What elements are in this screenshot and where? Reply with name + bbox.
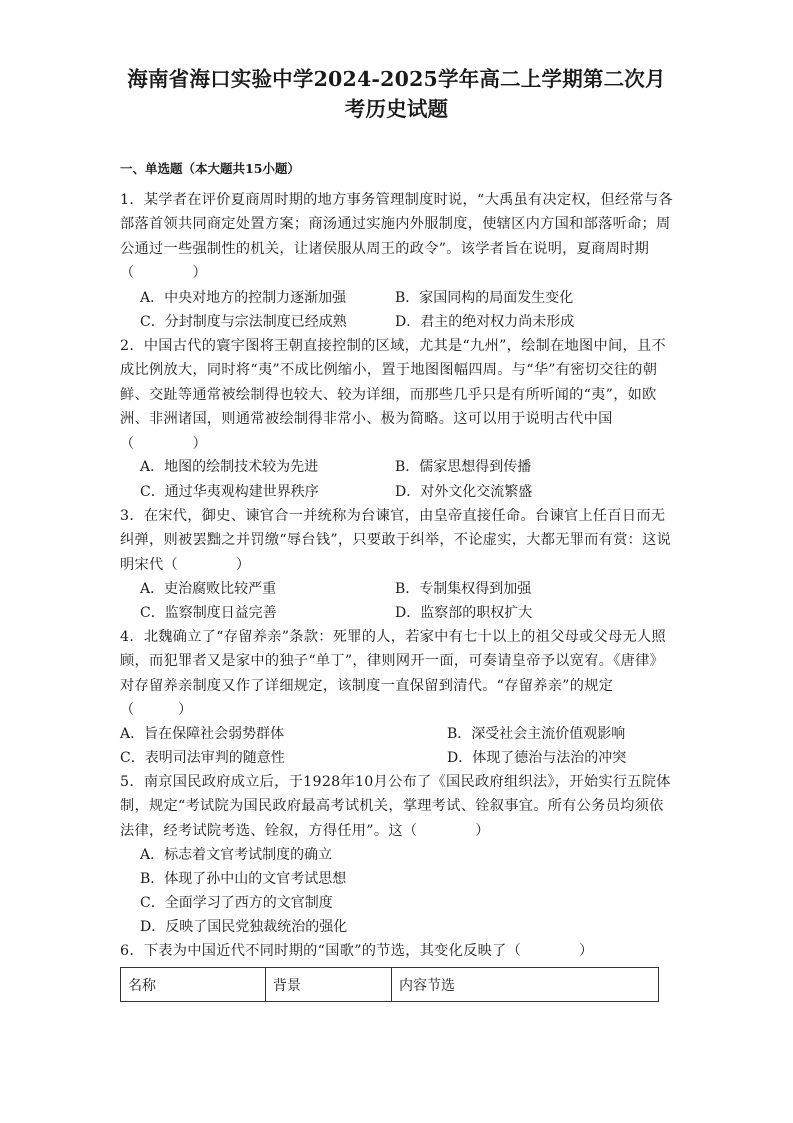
question-4-stem: 4．北魏确立了“存留养亲”条款：死罪的人，若家中有七十以上的祖父母或父母无人照顾，而犯罪者又是家中的独子“单丁”，律则网开一面，可奏请皇帝予以宽宥。《唐律》对存留养亲制度又作了详细规定，该制度一直保留到清代。“存留养亲”的规定（ ） xyxy=(120,629,666,719)
question-2-stem: 2．中国古代的寰宇图将王朝直接控制的区域，尤其是“九州”，绘制在地图中间，且不成比例放大，同时将“夷”不成比例缩小，置于地图图幅四周。与“华”有密切交往的朝鲜、交趾等通常被绘制得也较大、较为详细，而那些几乎只是有所听闻的“夷”，如欧洲、非洲诸国，则通常被绘制得非常小、极为简略。这可以用于说明古代中国（ ） xyxy=(120,338,666,452)
question-4-option-a[interactable]: A．旨在保障社会弱势群体 xyxy=(120,726,285,742)
question-5-option-d[interactable]: D．反映了国民党独裁统治的强化 xyxy=(140,919,348,935)
page-title xyxy=(100,64,693,124)
question-1-option-b[interactable]: B．家国同构的局面发生变化 xyxy=(395,290,574,306)
title-line-2: 考历史试题 xyxy=(344,97,449,121)
question-5-stem: 5．南京国民政府成立后，于1928年10月公布了《国民政府组织法》，开始实行五院体制，规定“考试院为国民政府最高考试机关，掌理考试、铨叙事宜。所有公务员均须依法律，经考试院考选、铨叙，方得任用”。这（ ） xyxy=(120,774,671,839)
question-2-option-b[interactable]: B．儒家思想得到传播 xyxy=(395,459,532,475)
question-1-option-a[interactable]: A．中央对地方的控制力逐渐加强 xyxy=(140,290,347,306)
table-header-background: 背景 xyxy=(266,968,392,1002)
table-header-row xyxy=(121,968,659,1002)
question-2-option-d[interactable]: D．对外文化交流繁盛 xyxy=(395,484,533,500)
question-3-stem: 3．在宋代，御史、谏官合一并统称为台谏官，由皇帝直接任命。台谏官上任百日而无纠弹，则被罢黜之并罚缴“辱台钱”，只要敢于纠举，不论虚实，大都无罪而有赏：这说明宋代（ ） xyxy=(120,508,672,573)
question-6-stem: 6．下表为中国近代不同时期的“国歌”的节选，其变化反映了（ ） xyxy=(120,943,594,959)
table-header-name: 名称 xyxy=(121,968,266,1002)
title-line-1: 海南省海口实验中学2024-2025学年高二上学期第二次月 xyxy=(127,67,666,91)
question-3-option-a[interactable]: A．吏治腐败比较严重 xyxy=(140,581,277,597)
question-4-option-d[interactable]: D．体现了德治与法治的冲突 xyxy=(447,750,627,766)
question-5-option-a[interactable]: A．标志着文官考试制度的确立 xyxy=(140,847,333,863)
question-6-table xyxy=(120,967,659,1002)
question-4-option-b[interactable]: B．深受社会主流价值观影响 xyxy=(447,726,626,742)
question-2-option-c[interactable]: C．通过华夷观构建世界秩序 xyxy=(140,484,319,500)
question-5-option-b[interactable]: B．体现了孙中山的文官考试思想 xyxy=(140,871,347,887)
question-3-option-d[interactable]: D．监察部的职权扩大 xyxy=(395,605,533,621)
question-3-option-b[interactable]: B．专制集权得到加强 xyxy=(395,581,532,597)
question-1-option-c[interactable]: C．分封制度与宗法制度已经成熟 xyxy=(140,314,347,330)
question-5-option-c[interactable]: C．全面学习了西方的文官制度 xyxy=(140,895,333,911)
question-3-option-c[interactable]: C．监察制度日益完善 xyxy=(140,605,277,621)
table-header-excerpt: 内容节选 xyxy=(392,968,659,1002)
question-4-option-c[interactable]: C．表明司法审判的随意性 xyxy=(120,750,285,766)
question-2-option-a[interactable]: A．地图的绘制技术较为先进 xyxy=(140,459,319,475)
question-1-stem: 1．某学者在评价夏商周时期的地方事务管理制度时说，“大禹虽有决定权，但经常与各部落首领共同商定处置方案；商汤通过实施内外服制度，使辖区内方国和部落听命；周公通过一些强制性的机关，让诸侯服从周王的政令”。该学者旨在说明，夏商周时期（ ） xyxy=(120,192,673,282)
section-heading: 一、单选题（本大题共15小题） xyxy=(120,161,300,176)
question-1-option-d[interactable]: D．君主的绝对权力尚未形成 xyxy=(395,314,575,330)
